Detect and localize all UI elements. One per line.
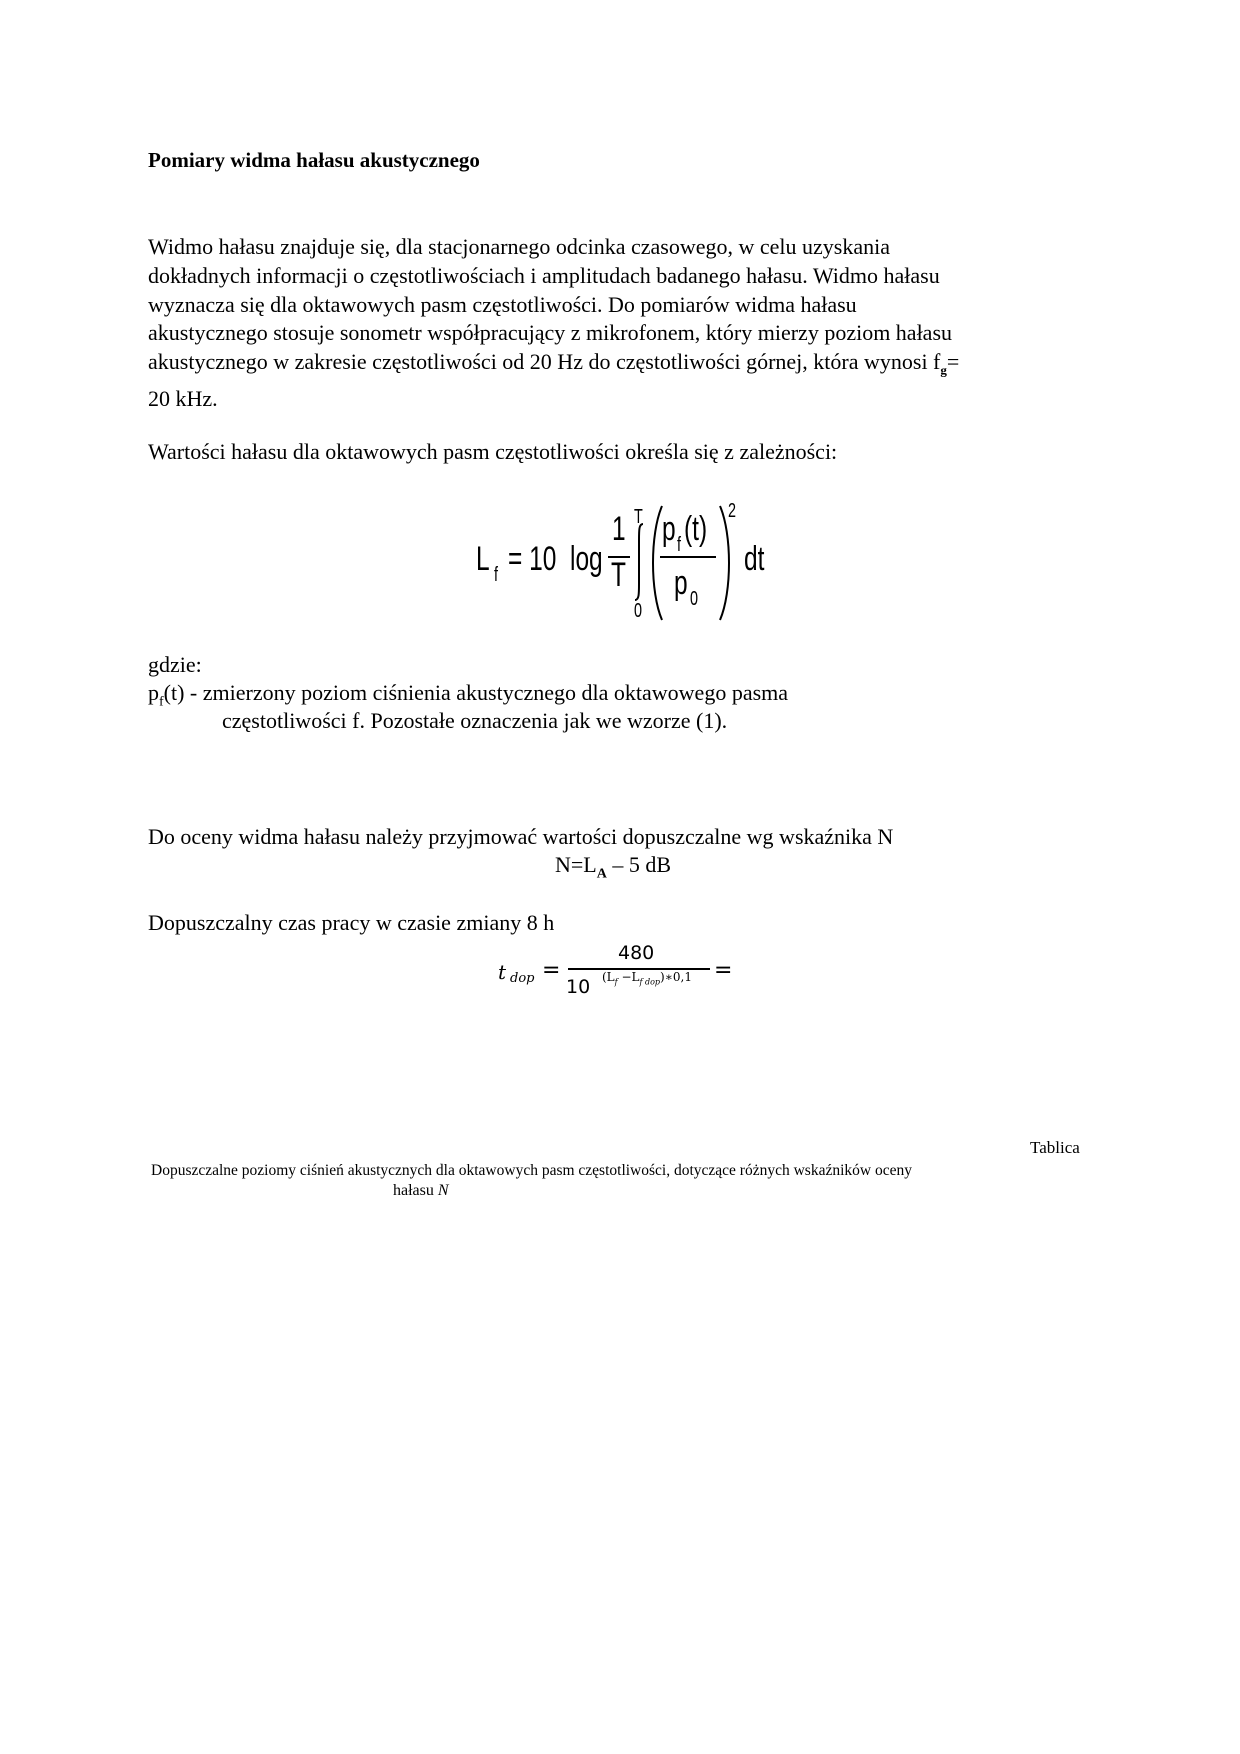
formula-p-den: p [674,564,688,602]
table-label: Tablica [1030,1138,1080,1157]
intro-line: Widmo hałasu znajduje się, dla stacjonarnego odcinka czasowego, w celu uzyskania [148,234,890,259]
formula-p-den-sub: 0 [690,588,699,610]
formula-one: 1 [612,510,626,548]
numerator: 480 [618,942,655,964]
p-symbol: p [148,680,159,705]
where-label: gdzie: [148,652,202,677]
intro-line: akustycznego stosuje sonometr współpracujący z mikrofonem, który mierzy poziom hałasu [148,320,953,346]
denominator-base: 10 [566,976,591,998]
where-def-line [148,680,788,710]
formula-log: log [570,540,603,578]
p-subscript: f [159,694,164,710]
t-subscript: dop [510,971,535,986]
formula2-trailing-eq: = [714,958,733,983]
formula-T: T [611,556,626,594]
formula-exp: 2 [728,500,737,522]
formula-dt: dt [744,540,765,578]
index-formula-sub: A [596,866,607,882]
formula-p-num: p [662,510,676,548]
intro-line: dokładnych informacji o częstotliwościach i amplitudach badanego hałasu. Widmo hałasu [148,262,940,288]
formula2-eq: = [542,958,561,983]
formula-p-num-sub: f [677,534,682,556]
worktime-line: Dopuszczalny czas pracy w czasie zmiany 8 h [148,910,555,935]
formula-eq: = 10 [508,540,557,578]
t-symbol: t [498,960,507,984]
table-caption-line2: hałasu N [393,1182,449,1199]
formula-L-sub: f [494,564,499,586]
fg-equals: = [946,349,960,375]
n-symbol: N [437,1182,449,1199]
index-formula: $N=L_A - 5$ dB [555,852,672,882]
document-title: Pomiary widma hałasu akustycznego [148,148,480,172]
intro-line: wyznacza się dla oktawowych pasm częstotliwości. Do pomiarów widma hałasu [148,291,857,317]
assessment-line: Do oceny widma hałasu należy przyjmować wartości dopuszczalne wg wskaźnika N [148,824,894,849]
integral-icon [632,522,646,602]
formula-level [470,500,790,630]
formula-p-num-arg: (t) [684,510,708,548]
p-definition: (t) - zmierzony poziom ciśnienia akustycznego dla oktawowego pasma [163,680,789,705]
intro-line: 20 kHz. [148,386,218,412]
denominator-exponent: ($L_f$ $-L_{f dop})∗0,1$ [602,970,692,987]
formula-lower: 0 [634,600,643,622]
intro-line: akustycznego w zakresie częstotliwości od 20 Hz do częstotliwości górnej, która wynosi $f_g=$ [148,349,960,378]
where-def-line2: częstotliwości f. Pozostałe oznaczenia jak we wzorze (1). [222,708,728,733]
formula-intro: Wartości hałasu dla oktawowych pasm częstotliwości określa się z zależności: [148,439,838,464]
fg-subscript: g [940,362,947,378]
formula-L: L [476,540,490,578]
formula-upper: T [634,506,643,528]
intro-paragraph [148,233,1088,414]
table-caption-line1: Dopuszczalne poziomy ciśnień akustycznych dla oktawowych pasm częstotliwości, dotyczące różnych wskaźników oceny [151,1162,912,1179]
formula-worktime [498,940,738,1000]
